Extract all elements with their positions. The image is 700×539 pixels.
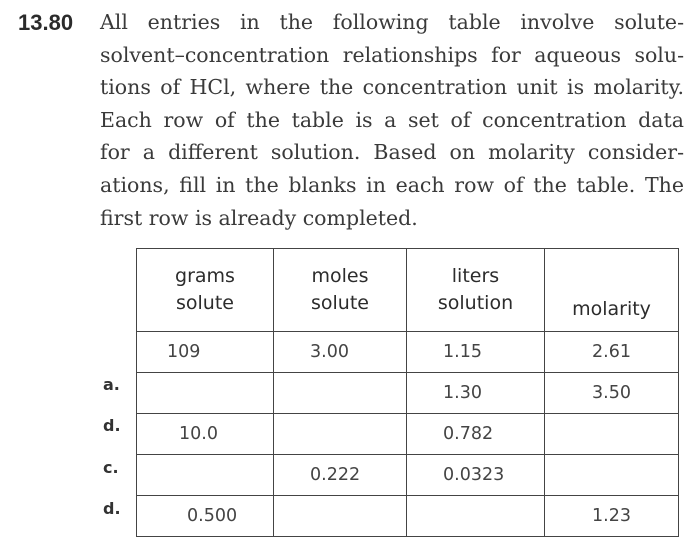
- cell-liters[interactable]: [407, 496, 545, 537]
- cell-grams: 10.0: [137, 414, 274, 455]
- table-row: [137, 414, 679, 455]
- header-line: solution: [437, 292, 514, 314]
- table-row: [137, 496, 679, 537]
- cell-moles[interactable]: [274, 496, 407, 537]
- cell-liters: 1.30: [407, 373, 545, 414]
- problem-line: first row is already completed.: [100, 205, 418, 230]
- cell-grams[interactable]: [137, 373, 274, 414]
- header-line: grams: [175, 265, 235, 287]
- problem-line: tions of HCl, where the concentration unit is molarity.: [100, 75, 684, 100]
- header-grams-solute: [137, 249, 274, 332]
- header-line: moles: [311, 265, 369, 287]
- cell-molarity[interactable]: [545, 455, 679, 496]
- problem-line: All entries in the following table involve solute-: [100, 10, 684, 34]
- row-label-a: a.: [103, 375, 120, 394]
- cell-molarity[interactable]: [545, 414, 679, 455]
- table-row: [137, 373, 679, 414]
- row-label-b: d.: [103, 416, 121, 435]
- header-line: liters: [451, 265, 500, 287]
- cell-molarity: 2.61: [545, 332, 679, 373]
- problem-line: ations, fill in the blanks in each row of the table. The: [100, 172, 684, 197]
- cell-moles[interactable]: [274, 414, 407, 455]
- cell-liters: 0.782: [407, 414, 545, 455]
- table-header-row: [137, 249, 679, 332]
- problem-line: Each row of the table is a set of concentration data: [100, 107, 684, 132]
- row-label-d: d.: [103, 499, 121, 518]
- header-moles-solute: [274, 249, 407, 332]
- cell-liters: 0.0323: [407, 455, 545, 496]
- cell-grams: 0.500: [137, 496, 274, 537]
- problem-number: 13.80: [18, 10, 74, 35]
- cell-moles[interactable]: [274, 373, 407, 414]
- concentration-table: [136, 248, 679, 537]
- cell-grams: 109: [137, 332, 274, 373]
- cell-moles: 0.222: [274, 455, 407, 496]
- header-molarity: [545, 249, 679, 332]
- cell-molarity: 3.50: [545, 373, 679, 414]
- cell-liters: 1.15: [407, 332, 545, 373]
- cell-molarity: 1.23: [545, 496, 679, 537]
- problem-line: solvent–concentration relationships for aqueous solu-: [100, 42, 684, 67]
- header-line: solute: [176, 292, 234, 314]
- row-label-c: c.: [103, 458, 119, 477]
- problem-text: [100, 6, 684, 234]
- header-line: molarity: [572, 298, 651, 320]
- problem-line: for a different solution. Based on molarity consider-: [100, 140, 684, 165]
- table-row: [137, 332, 679, 373]
- table-row: [137, 455, 679, 496]
- header-line: solute: [311, 292, 369, 314]
- cell-moles: 3.00: [274, 332, 407, 373]
- cell-grams[interactable]: [137, 455, 274, 496]
- header-liters-solution: [407, 249, 545, 332]
